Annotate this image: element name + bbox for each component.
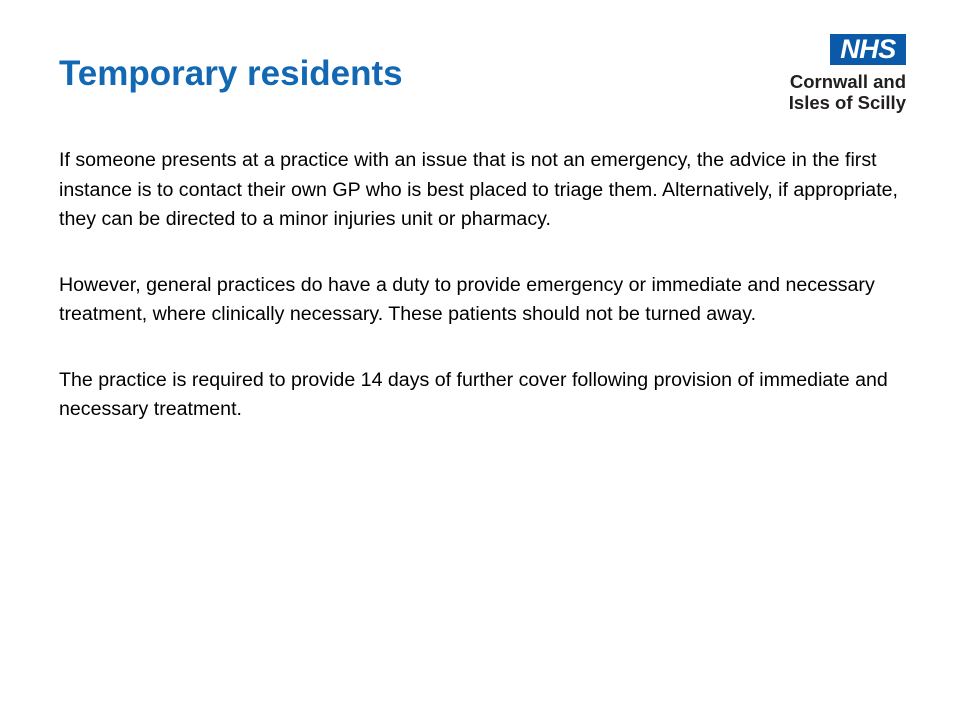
organisation-name-line-2: Isles of Scilly [788,92,906,113]
slide-body [59,146,909,425]
nhs-cornwall-logo [760,34,906,116]
paragraph-further-cover: The practice is required to provide 14 days of further cover following provision of immediate and necessary treatment. [59,368,888,420]
paragraph-non-emergency: If someone presents at a practice with an issue that is not an emergency, the advice in the first instance is to contact their own GP who is best placed to triage them. Alternatively, if appropriate, they can be directed to a minor injuries unit or pharmacy. [59,149,898,230]
slide-title: Temporary residents [59,54,403,93]
organisation-name-line-1: Cornwall and [789,71,906,92]
nhs-logo-box: NHS [830,34,906,65]
paragraph-duty-of-care: However, general practices do have a duty to provide emergency or immediate and necessary treatment, where clinically necessary. These patients should not be turned away. [59,273,875,325]
organisation-name [789,71,906,113]
